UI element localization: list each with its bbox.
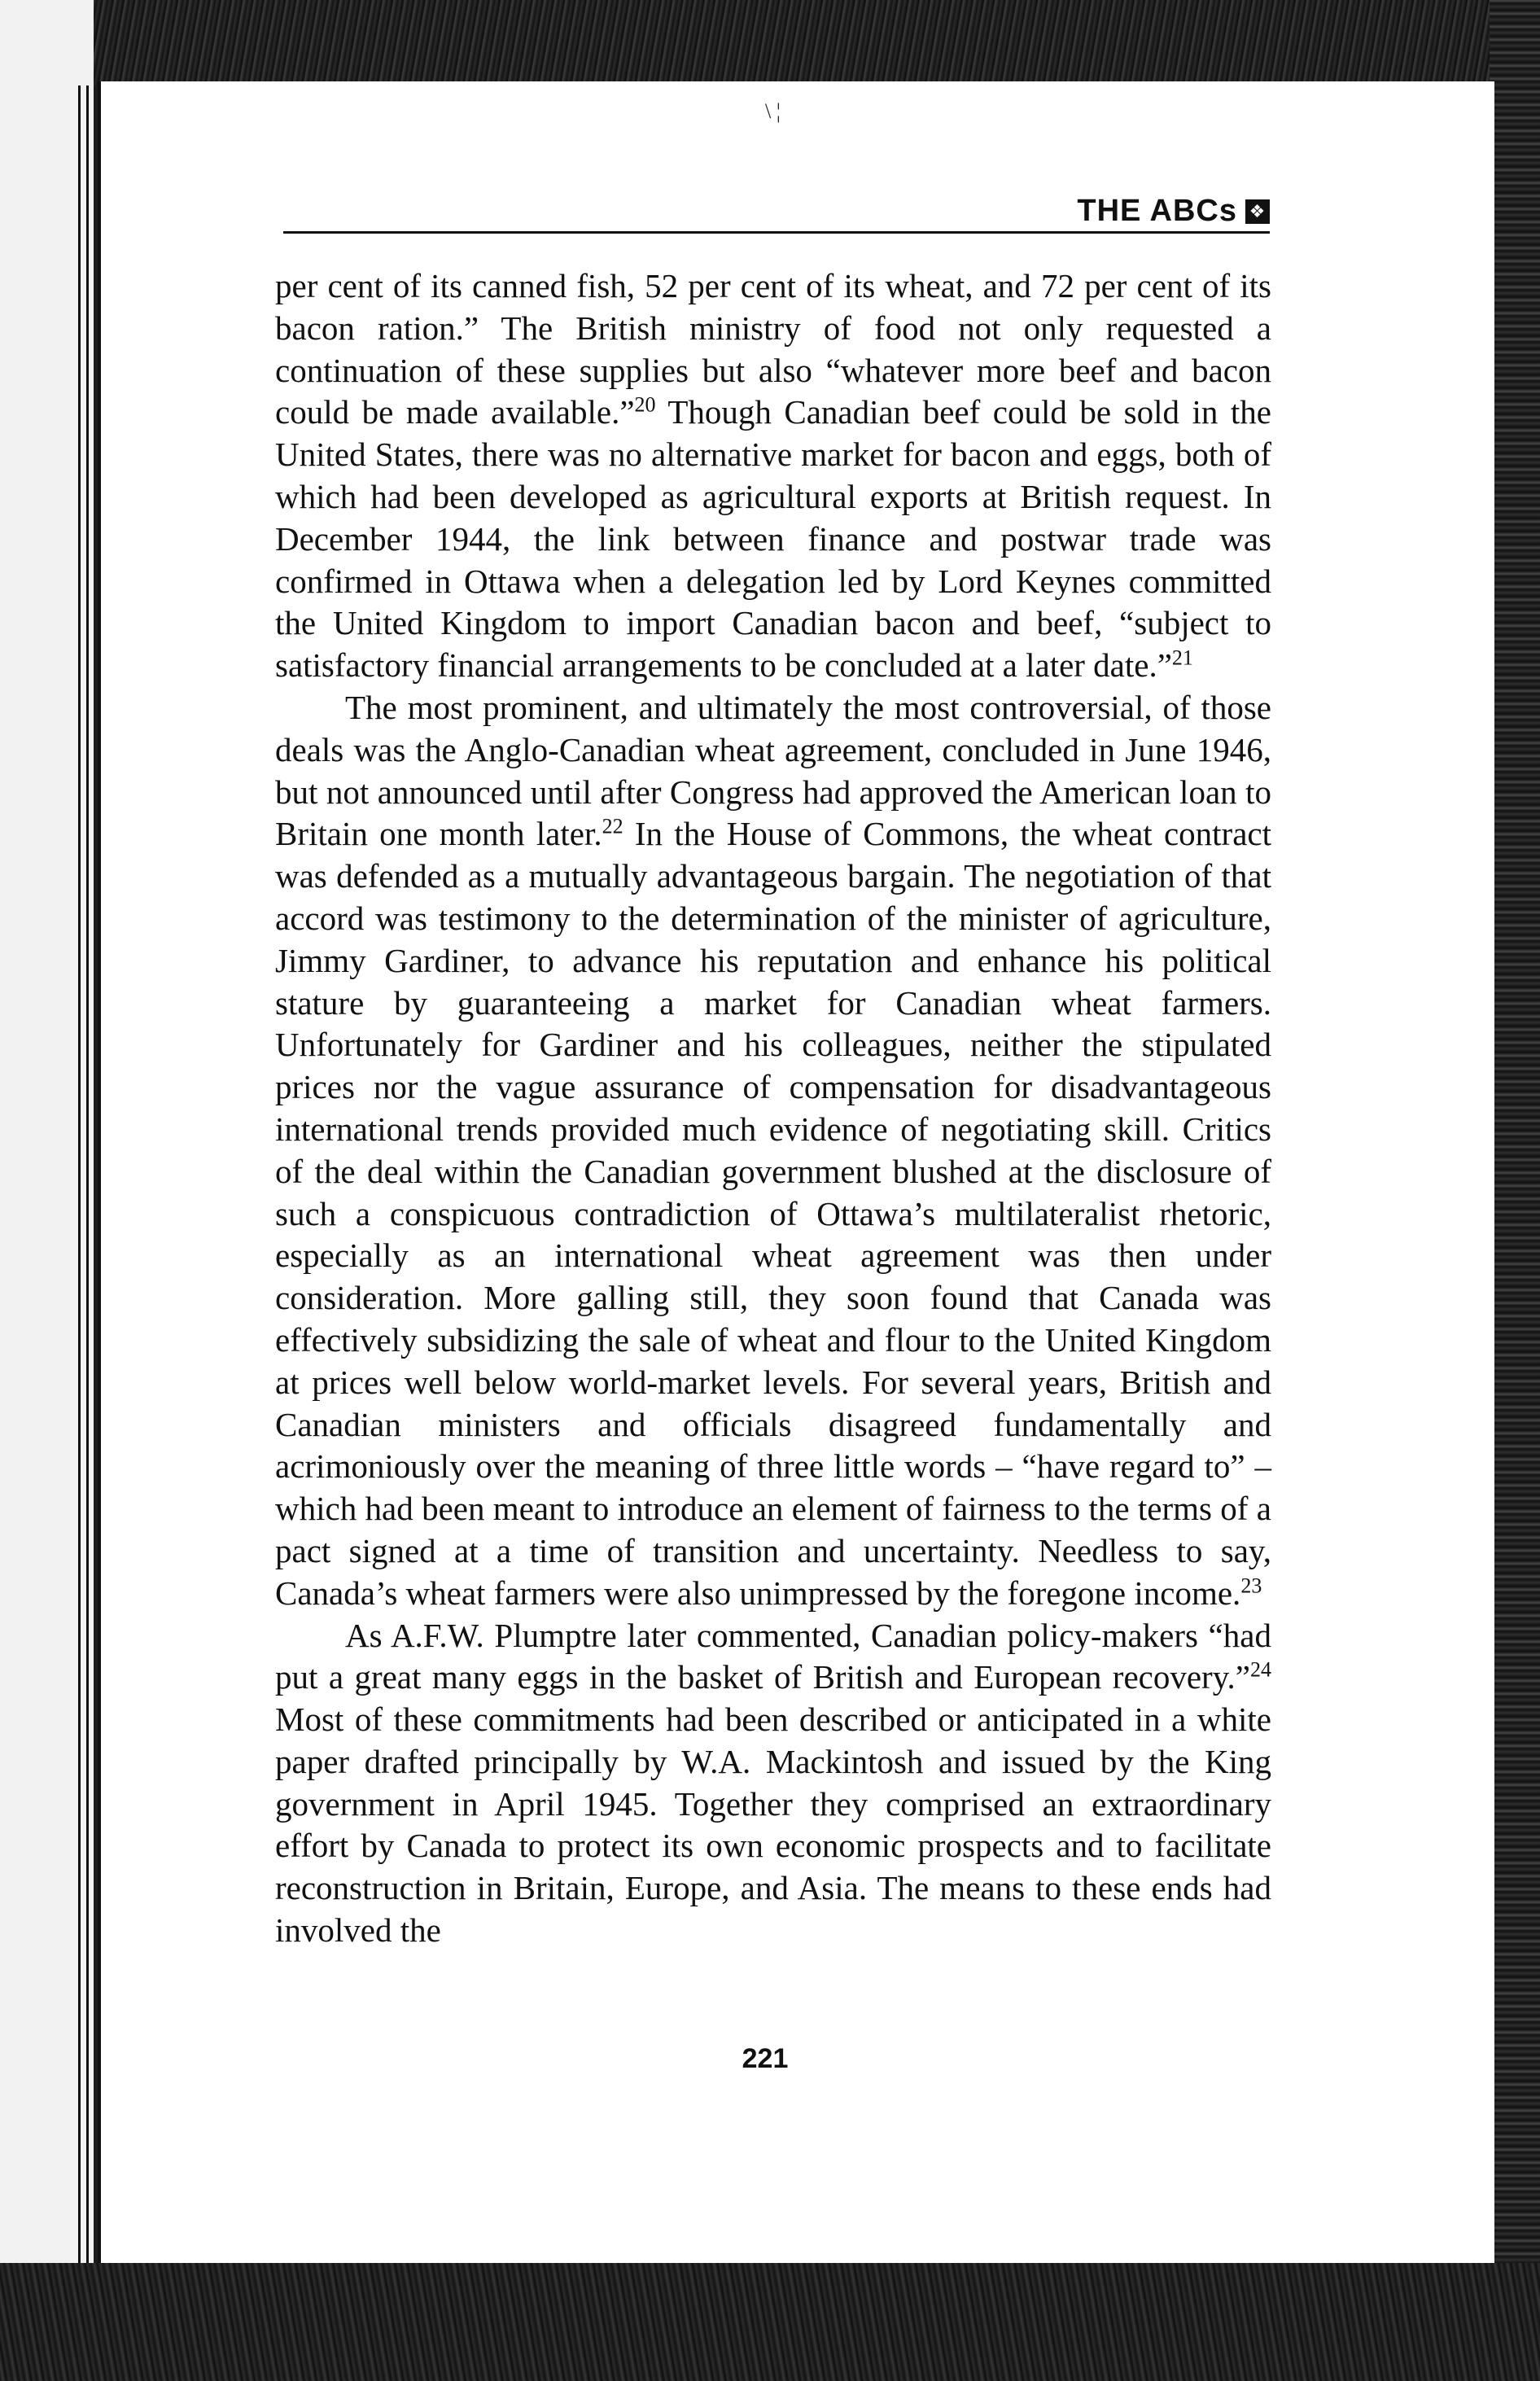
binding-rule <box>86 85 89 2267</box>
footnote-ref: 22 <box>602 814 623 838</box>
footnote-ref: 20 <box>634 392 656 417</box>
page-header <box>283 194 1270 234</box>
body-text <box>275 265 1271 1952</box>
scan-border-right <box>1490 0 1540 2381</box>
running-head <box>1077 194 1270 229</box>
scan-margin-left <box>0 0 94 2381</box>
paragraph-text: Most of these commitments had been described or anticipated in a white paper drafted principally by W.A. Mackintosh and issued by the King government in April 1945. Together they comprised an extraordinary effort by Canada to protect its own economic prospects and to facilitate reconstruction in Britain, Europe, and Asia. The means to these ends had involved the <box>275 1700 1271 1950</box>
footnote-ref: 23 <box>1240 1573 1262 1598</box>
paragraph-text: per cent of its canned fish, 52 per cent of its wheat, and 72 per cent of its bacon ration.” The British ministry of food not only requested a continuation of these supplies but also “whatever more beef and bacon could be made available.” <box>275 267 1271 431</box>
footnote-ref: 24 <box>1250 1657 1271 1682</box>
paragraph-text: In the House of Commons, the wheat contract was defended as a mutually advantageous bargain. The negotiation of that accord was testimony to the determination of the minister of agriculture, Jimmy Gardiner, to advance his reputation and enhance his political stature by guaranteeing a market for Canadian wheat farmers. Unfortunately for Gardiner and his colleagues, neither the stipulated prices nor the vague assurance of compensation for disadvantageous international trends provided much evidence of negotiating skill. Critics of the deal within the Canadian government blushed at the disclosure of such a conspicuous contradiction of Ottawa’s multilateralist rhetoric, especially as an international wheat agreement was then under consideration. More galling still, they soon found that Canada was effectively subsidizing the sale of wheat and flour to the United Kingdom at prices well below world-market levels. For several years, British and Canadian ministers and officials disagreed fundamentally and acrimoniously over the meaning of three little words – “have regard to” – which had been meant to introduce an element of fairness to the terms of a pact signed at a time of transition and uncertainty. Needless to say, Canada’s wheat farmers were also unimpressed by the foregone income. <box>275 815 1271 1612</box>
paragraph <box>275 687 1271 1615</box>
paragraph-text: Though Canadian beef could be sold in the United States, there was no alternative market for bacon and eggs, both of which had been developed as agricultural exports at British request. In December 1944, the link between finance and postwar trade was confirmed in Ottawa when a delegation led by Lord Keynes committed the United Kingdom to import Canadian bacon and beef, “subject to satisfactory financial arrangements to be concluded at a later date.” <box>275 393 1271 685</box>
paragraph <box>275 265 1271 687</box>
paragraph-text: As A.F.W. Plumptre later commented, Canadian policy-makers “had put a great many eggs in the basket of British and European recovery.” <box>275 1616 1271 1696</box>
top-mark: \ ¦ <box>765 99 781 123</box>
paragraph-text: The most prominent, and ultimately the most controversial, of those deals was the Anglo-Canadian wheat agreement, concluded in June 1946, but not announced until after Congress had approved the American loan to Britain one month later. <box>275 688 1271 853</box>
running-head-text: THE ABCs <box>1077 194 1237 228</box>
square-ornament-icon: ❖ <box>1245 199 1270 224</box>
paragraph <box>275 1615 1271 1952</box>
binding-rule <box>78 85 81 2267</box>
scan-border-bottom <box>0 2263 1540 2381</box>
scan-border-top <box>0 0 1540 85</box>
footnote-ref: 21 <box>1171 646 1193 670</box>
page-number: 221 <box>742 2043 789 2074</box>
